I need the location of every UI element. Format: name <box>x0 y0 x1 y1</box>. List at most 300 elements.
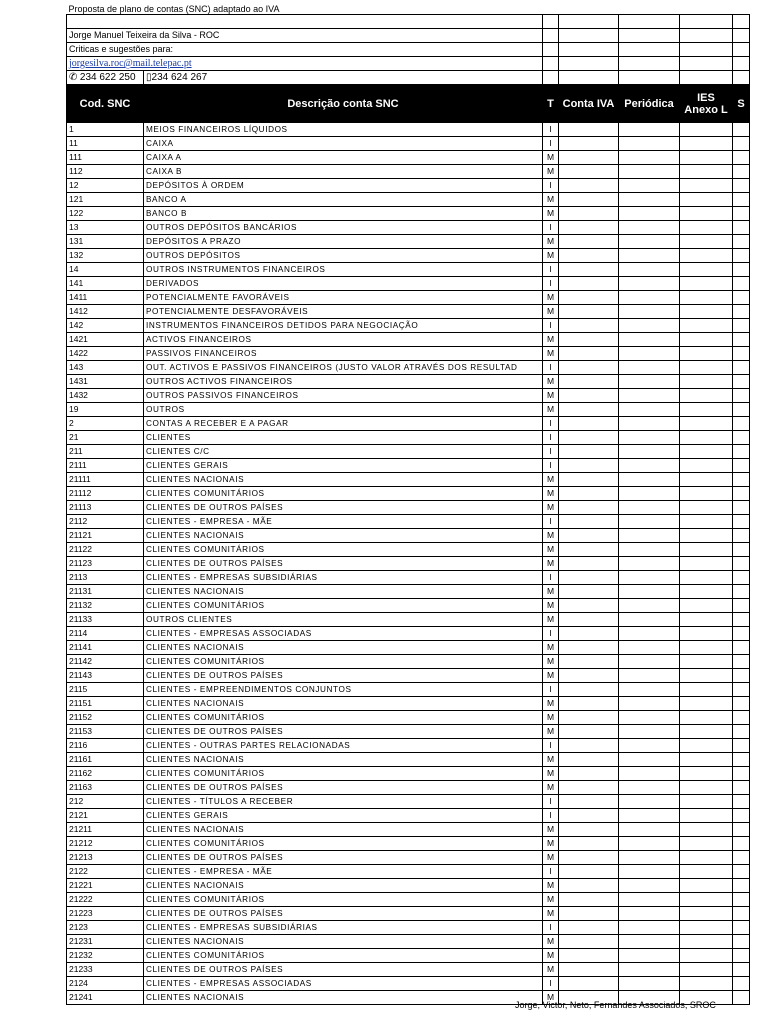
ies-cell[interactable] <box>680 473 733 487</box>
account-code[interactable]: 1432 <box>67 389 144 403</box>
periodica-cell[interactable] <box>619 137 680 151</box>
periodica-cell[interactable] <box>619 529 680 543</box>
periodica-cell[interactable] <box>619 557 680 571</box>
conta-iva-cell[interactable] <box>559 501 619 515</box>
ies-cell[interactable] <box>680 823 733 837</box>
account-type[interactable]: M <box>543 669 559 683</box>
account-description[interactable]: OUTROS INSTRUMENTOS FINANCEIROS <box>144 263 543 277</box>
periodica-cell[interactable] <box>619 333 680 347</box>
account-description[interactable]: CLIENTES COMUNITÁRIOS <box>144 893 543 907</box>
s-cell[interactable] <box>733 837 750 851</box>
account-code[interactable]: 21142 <box>67 655 144 669</box>
ies-cell[interactable] <box>680 319 733 333</box>
account-code[interactable]: 21112 <box>67 487 144 501</box>
s-cell[interactable] <box>733 991 750 1005</box>
account-description[interactable]: CLIENTES NACIONAIS <box>144 823 543 837</box>
account-description[interactable]: MEIOS FINANCEIROS LÍQUIDOS <box>144 123 543 137</box>
account-code[interactable]: 21151 <box>67 697 144 711</box>
periodica-cell[interactable] <box>619 655 680 669</box>
s-cell[interactable] <box>733 655 750 669</box>
s-cell[interactable] <box>733 459 750 473</box>
account-type[interactable]: M <box>543 613 559 627</box>
account-code[interactable]: 21132 <box>67 599 144 613</box>
account-code[interactable]: 21162 <box>67 767 144 781</box>
ies-cell[interactable] <box>680 585 733 599</box>
account-type[interactable]: M <box>543 473 559 487</box>
account-type[interactable]: M <box>543 193 559 207</box>
account-description[interactable]: CLIENTES NACIONAIS <box>144 641 543 655</box>
account-type[interactable]: I <box>543 277 559 291</box>
account-code[interactable]: 2115 <box>67 683 144 697</box>
s-cell[interactable] <box>733 333 750 347</box>
account-type[interactable]: I <box>543 137 559 151</box>
periodica-cell[interactable] <box>619 613 680 627</box>
ies-cell[interactable] <box>680 907 733 921</box>
ies-cell[interactable] <box>680 893 733 907</box>
periodica-cell[interactable] <box>619 697 680 711</box>
periodica-cell[interactable] <box>619 543 680 557</box>
account-code[interactable]: 21152 <box>67 711 144 725</box>
account-code[interactable]: 21122 <box>67 543 144 557</box>
s-cell[interactable] <box>733 235 750 249</box>
s-cell[interactable] <box>733 627 750 641</box>
s-cell[interactable] <box>733 767 750 781</box>
conta-iva-cell[interactable] <box>559 907 619 921</box>
account-description[interactable]: CLIENTES NACIONAIS <box>144 585 543 599</box>
periodica-cell[interactable] <box>619 487 680 501</box>
conta-iva-cell[interactable] <box>559 305 619 319</box>
conta-iva-cell[interactable] <box>559 249 619 263</box>
conta-iva-cell[interactable] <box>559 445 619 459</box>
periodica-cell[interactable] <box>619 921 680 935</box>
account-type[interactable]: I <box>543 123 559 137</box>
conta-iva-cell[interactable] <box>559 683 619 697</box>
ies-cell[interactable] <box>680 137 733 151</box>
s-cell[interactable] <box>733 585 750 599</box>
periodica-cell[interactable] <box>619 753 680 767</box>
account-code[interactable]: 2123 <box>67 921 144 935</box>
conta-iva-cell[interactable] <box>559 977 619 991</box>
periodica-cell[interactable] <box>619 361 680 375</box>
periodica-cell[interactable] <box>619 781 680 795</box>
account-type[interactable]: M <box>543 599 559 613</box>
periodica-cell[interactable] <box>619 375 680 389</box>
account-type[interactable]: M <box>543 249 559 263</box>
s-cell[interactable] <box>733 865 750 879</box>
periodica-cell[interactable] <box>619 935 680 949</box>
account-description[interactable]: CLIENTES DE OUTROS PAÍSES <box>144 725 543 739</box>
ies-cell[interactable] <box>680 333 733 347</box>
ies-cell[interactable] <box>680 879 733 893</box>
account-description[interactable]: CLIENTES C/C <box>144 445 543 459</box>
account-description[interactable]: CLIENTES COMUNITÁRIOS <box>144 837 543 851</box>
account-type[interactable]: I <box>543 445 559 459</box>
ies-cell[interactable] <box>680 977 733 991</box>
periodica-cell[interactable] <box>619 319 680 333</box>
s-cell[interactable] <box>733 935 750 949</box>
periodica-cell[interactable] <box>619 949 680 963</box>
account-type[interactable]: I <box>543 361 559 375</box>
periodica-cell[interactable] <box>619 879 680 893</box>
ies-cell[interactable] <box>680 235 733 249</box>
account-type[interactable]: I <box>543 571 559 585</box>
conta-iva-cell[interactable] <box>559 529 619 543</box>
account-type[interactable]: M <box>543 907 559 921</box>
s-cell[interactable] <box>733 347 750 361</box>
periodica-cell[interactable] <box>619 837 680 851</box>
account-description[interactable]: CONTAS A RECEBER E A PAGAR <box>144 417 543 431</box>
account-code[interactable]: 21231 <box>67 935 144 949</box>
account-code[interactable]: 2112 <box>67 515 144 529</box>
periodica-cell[interactable] <box>619 417 680 431</box>
s-cell[interactable] <box>733 375 750 389</box>
account-description[interactable]: CLIENTES GERAIS <box>144 809 543 823</box>
account-type[interactable]: M <box>543 165 559 179</box>
conta-iva-cell[interactable] <box>559 837 619 851</box>
account-type[interactable]: M <box>543 823 559 837</box>
ies-cell[interactable] <box>680 683 733 697</box>
account-code[interactable]: 21222 <box>67 893 144 907</box>
conta-iva-cell[interactable] <box>559 221 619 235</box>
account-type[interactable]: I <box>543 417 559 431</box>
s-cell[interactable] <box>733 613 750 627</box>
account-description[interactable]: OUTROS PASSIVOS FINANCEIROS <box>144 389 543 403</box>
account-code[interactable]: 21153 <box>67 725 144 739</box>
account-code[interactable]: 111 <box>67 151 144 165</box>
conta-iva-cell[interactable] <box>559 935 619 949</box>
conta-iva-cell[interactable] <box>559 781 619 795</box>
s-cell[interactable] <box>733 921 750 935</box>
periodica-cell[interactable] <box>619 207 680 221</box>
ies-cell[interactable] <box>680 529 733 543</box>
periodica-cell[interactable] <box>619 403 680 417</box>
account-type[interactable]: M <box>543 151 559 165</box>
account-description[interactable]: CAIXA A <box>144 151 543 165</box>
account-description[interactable]: CLIENTES DE OUTROS PAÍSES <box>144 851 543 865</box>
conta-iva-cell[interactable] <box>559 669 619 683</box>
periodica-cell[interactable] <box>619 809 680 823</box>
account-code[interactable]: 21141 <box>67 641 144 655</box>
ies-cell[interactable] <box>680 431 733 445</box>
account-description[interactable]: CLIENTES - EMPRESAS SUBSIDIÁRIAS <box>144 571 543 585</box>
account-description[interactable]: CLIENTES DE OUTROS PAÍSES <box>144 501 543 515</box>
conta-iva-cell[interactable] <box>559 165 619 179</box>
account-description[interactable]: CLIENTES <box>144 431 543 445</box>
s-cell[interactable] <box>733 641 750 655</box>
account-type[interactable]: M <box>543 837 559 851</box>
account-description[interactable]: CLIENTES COMUNITÁRIOS <box>144 655 543 669</box>
account-code[interactable]: 21163 <box>67 781 144 795</box>
account-type[interactable]: M <box>543 851 559 865</box>
account-type[interactable]: M <box>543 991 559 1005</box>
account-code[interactable]: 1421 <box>67 333 144 347</box>
account-code[interactable]: 21232 <box>67 949 144 963</box>
ies-cell[interactable] <box>680 417 733 431</box>
account-type[interactable]: M <box>543 725 559 739</box>
ies-cell[interactable] <box>680 809 733 823</box>
s-cell[interactable] <box>733 165 750 179</box>
s-cell[interactable] <box>733 501 750 515</box>
s-cell[interactable] <box>733 907 750 921</box>
conta-iva-cell[interactable] <box>559 417 619 431</box>
account-description[interactable]: CLIENTES - OUTRAS PARTES RELACIONADAS <box>144 739 543 753</box>
s-cell[interactable] <box>733 711 750 725</box>
ies-cell[interactable] <box>680 739 733 753</box>
account-type[interactable]: I <box>543 515 559 529</box>
conta-iva-cell[interactable] <box>559 893 619 907</box>
account-description[interactable]: POTENCIALMENTE FAVORÁVEIS <box>144 291 543 305</box>
ies-cell[interactable] <box>680 389 733 403</box>
account-type[interactable]: M <box>543 347 559 361</box>
conta-iva-cell[interactable] <box>559 949 619 963</box>
conta-iva-cell[interactable] <box>559 487 619 501</box>
conta-iva-cell[interactable] <box>559 655 619 669</box>
account-code[interactable]: 1 <box>67 123 144 137</box>
account-description[interactable]: CLIENTES - EMPRESA - MÃE <box>144 865 543 879</box>
ies-cell[interactable] <box>680 403 733 417</box>
account-code[interactable]: 21111 <box>67 473 144 487</box>
s-cell[interactable] <box>733 249 750 263</box>
ies-cell[interactable] <box>680 655 733 669</box>
s-cell[interactable] <box>733 305 750 319</box>
account-code[interactable]: 21131 <box>67 585 144 599</box>
account-description[interactable]: CLIENTES - EMPRESAS ASSOCIADAS <box>144 627 543 641</box>
account-type[interactable]: M <box>543 893 559 907</box>
account-description[interactable]: CLIENTES NACIONAIS <box>144 879 543 893</box>
s-cell[interactable] <box>733 697 750 711</box>
account-type[interactable]: M <box>543 529 559 543</box>
periodica-cell[interactable] <box>619 963 680 977</box>
s-cell[interactable] <box>733 963 750 977</box>
account-type[interactable]: M <box>543 235 559 249</box>
periodica-cell[interactable] <box>619 641 680 655</box>
account-code[interactable]: 21211 <box>67 823 144 837</box>
account-code[interactable]: 1431 <box>67 375 144 389</box>
conta-iva-cell[interactable] <box>559 333 619 347</box>
account-code[interactable]: 19 <box>67 403 144 417</box>
account-type[interactable]: M <box>543 949 559 963</box>
conta-iva-cell[interactable] <box>559 921 619 935</box>
ies-cell[interactable] <box>680 543 733 557</box>
conta-iva-cell[interactable] <box>559 585 619 599</box>
s-cell[interactable] <box>733 683 750 697</box>
account-code[interactable]: 21233 <box>67 963 144 977</box>
s-cell[interactable] <box>733 893 750 907</box>
account-description[interactable]: CLIENTES COMUNITÁRIOS <box>144 711 543 725</box>
account-description[interactable]: CLIENTES - EMPREENDIMENTOS CONJUNTOS <box>144 683 543 697</box>
account-code[interactable]: 142 <box>67 319 144 333</box>
account-description[interactable]: CLIENTES DE OUTROS PAÍSES <box>144 907 543 921</box>
conta-iva-cell[interactable] <box>559 151 619 165</box>
periodica-cell[interactable] <box>619 263 680 277</box>
s-cell[interactable] <box>733 669 750 683</box>
account-type[interactable]: M <box>543 711 559 725</box>
conta-iva-cell[interactable] <box>559 277 619 291</box>
account-description[interactable]: CLIENTES DE OUTROS PAÍSES <box>144 781 543 795</box>
s-cell[interactable] <box>733 445 750 459</box>
account-type[interactable]: I <box>543 179 559 193</box>
s-cell[interactable] <box>733 571 750 585</box>
ies-cell[interactable] <box>680 193 733 207</box>
account-code[interactable]: 132 <box>67 249 144 263</box>
account-type[interactable]: I <box>543 627 559 641</box>
periodica-cell[interactable] <box>619 291 680 305</box>
account-description[interactable]: POTENCIALMENTE DESFAVORÁVEIS <box>144 305 543 319</box>
account-code[interactable]: 12 <box>67 179 144 193</box>
s-cell[interactable] <box>733 207 750 221</box>
ies-cell[interactable] <box>680 375 733 389</box>
account-description[interactable]: CLIENTES DE OUTROS PAÍSES <box>144 669 543 683</box>
ies-cell[interactable] <box>680 179 733 193</box>
account-description[interactable]: OUTROS ACTIVOS FINANCEIROS <box>144 375 543 389</box>
account-type[interactable]: I <box>543 809 559 823</box>
conta-iva-cell[interactable] <box>559 319 619 333</box>
s-cell[interactable] <box>733 487 750 501</box>
account-type[interactable]: M <box>543 557 559 571</box>
account-type[interactable]: I <box>543 459 559 473</box>
account-type[interactable]: M <box>543 641 559 655</box>
account-code[interactable]: 1411 <box>67 291 144 305</box>
periodica-cell[interactable] <box>619 725 680 739</box>
account-description[interactable]: DEPÓSITOS À ORDEM <box>144 179 543 193</box>
account-description[interactable]: CLIENTES COMUNITÁRIOS <box>144 543 543 557</box>
ies-cell[interactable] <box>680 795 733 809</box>
account-description[interactable]: PASSIVOS FINANCEIROS <box>144 347 543 361</box>
conta-iva-cell[interactable] <box>559 851 619 865</box>
account-code[interactable]: 21133 <box>67 613 144 627</box>
account-type[interactable]: M <box>543 403 559 417</box>
account-code[interactable]: 21123 <box>67 557 144 571</box>
ies-cell[interactable] <box>680 263 733 277</box>
ies-cell[interactable] <box>680 207 733 221</box>
account-code[interactable]: 1422 <box>67 347 144 361</box>
s-cell[interactable] <box>733 417 750 431</box>
account-type[interactable]: M <box>543 879 559 893</box>
account-code[interactable]: 21 <box>67 431 144 445</box>
account-code[interactable]: 21221 <box>67 879 144 893</box>
account-type[interactable]: M <box>543 781 559 795</box>
account-type[interactable]: M <box>543 963 559 977</box>
account-code[interactable]: 2121 <box>67 809 144 823</box>
s-cell[interactable] <box>733 557 750 571</box>
conta-iva-cell[interactable] <box>559 123 619 137</box>
conta-iva-cell[interactable] <box>559 809 619 823</box>
account-code[interactable]: 112 <box>67 165 144 179</box>
s-cell[interactable] <box>733 263 750 277</box>
account-type[interactable]: M <box>543 697 559 711</box>
s-cell[interactable] <box>733 473 750 487</box>
account-type[interactable]: I <box>543 865 559 879</box>
conta-iva-cell[interactable] <box>559 641 619 655</box>
account-description[interactable]: CLIENTES COMUNITÁRIOS <box>144 487 543 501</box>
periodica-cell[interactable] <box>619 599 680 613</box>
account-code[interactable]: 121 <box>67 193 144 207</box>
account-description[interactable]: BANCO B <box>144 207 543 221</box>
conta-iva-cell[interactable] <box>559 767 619 781</box>
s-cell[interactable] <box>733 151 750 165</box>
s-cell[interactable] <box>733 739 750 753</box>
account-description[interactable]: CLIENTES - EMPRESA - MÃE <box>144 515 543 529</box>
ies-cell[interactable] <box>680 361 733 375</box>
ies-cell[interactable] <box>680 949 733 963</box>
account-type[interactable]: M <box>543 207 559 221</box>
account-description[interactable]: INSTRUMENTOS FINANCEIROS DETIDOS PARA NEGOCIAÇÃO <box>144 319 543 333</box>
conta-iva-cell[interactable] <box>559 543 619 557</box>
account-type[interactable]: M <box>543 501 559 515</box>
account-type[interactable]: M <box>543 767 559 781</box>
s-cell[interactable] <box>733 725 750 739</box>
s-cell[interactable] <box>733 879 750 893</box>
account-type[interactable]: M <box>543 543 559 557</box>
ies-cell[interactable] <box>680 865 733 879</box>
conta-iva-cell[interactable] <box>559 697 619 711</box>
s-cell[interactable] <box>733 389 750 403</box>
ies-cell[interactable] <box>680 935 733 949</box>
periodica-cell[interactable] <box>619 123 680 137</box>
periodica-cell[interactable] <box>619 585 680 599</box>
periodica-cell[interactable] <box>619 389 680 403</box>
periodica-cell[interactable] <box>619 627 680 641</box>
conta-iva-cell[interactable] <box>559 739 619 753</box>
conta-iva-cell[interactable] <box>559 361 619 375</box>
account-type[interactable]: I <box>543 263 559 277</box>
periodica-cell[interactable] <box>619 711 680 725</box>
ies-cell[interactable] <box>680 697 733 711</box>
s-cell[interactable] <box>733 515 750 529</box>
account-code[interactable]: 21143 <box>67 669 144 683</box>
account-description[interactable]: CLIENTES NACIONAIS <box>144 697 543 711</box>
account-type[interactable]: M <box>543 291 559 305</box>
ies-cell[interactable] <box>680 291 733 305</box>
account-type[interactable]: I <box>543 431 559 445</box>
account-type[interactable]: M <box>543 655 559 669</box>
account-description[interactable]: OUT. ACTIVOS E PASSIVOS FINANCEIROS (JUSTO VALOR ATRAVÉS DOS RESULTAD <box>144 361 543 375</box>
account-code[interactable]: 1412 <box>67 305 144 319</box>
periodica-cell[interactable] <box>619 473 680 487</box>
conta-iva-cell[interactable] <box>559 515 619 529</box>
ies-cell[interactable] <box>680 123 733 137</box>
conta-iva-cell[interactable] <box>559 347 619 361</box>
account-description[interactable]: OUTROS <box>144 403 543 417</box>
periodica-cell[interactable] <box>619 221 680 235</box>
conta-iva-cell[interactable] <box>559 473 619 487</box>
account-description[interactable]: CLIENTES NACIONAIS <box>144 935 543 949</box>
ies-cell[interactable] <box>680 921 733 935</box>
ies-cell[interactable] <box>680 613 733 627</box>
account-description[interactable]: BANCO A <box>144 193 543 207</box>
ies-cell[interactable] <box>680 599 733 613</box>
account-code[interactable]: 2 <box>67 417 144 431</box>
account-type[interactable]: M <box>543 585 559 599</box>
account-code[interactable]: 122 <box>67 207 144 221</box>
account-description[interactable]: CLIENTES NACIONAIS <box>144 753 543 767</box>
ies-cell[interactable] <box>680 641 733 655</box>
account-type[interactable]: I <box>543 977 559 991</box>
ies-cell[interactable] <box>680 627 733 641</box>
conta-iva-cell[interactable] <box>559 627 619 641</box>
account-description[interactable]: CLIENTES COMUNITÁRIOS <box>144 599 543 613</box>
ies-cell[interactable] <box>680 711 733 725</box>
s-cell[interactable] <box>733 795 750 809</box>
account-type[interactable]: I <box>543 683 559 697</box>
s-cell[interactable] <box>733 809 750 823</box>
account-type[interactable]: I <box>543 921 559 935</box>
account-description[interactable]: OUTROS DEPÓSITOS <box>144 249 543 263</box>
account-code[interactable]: 212 <box>67 795 144 809</box>
periodica-cell[interactable] <box>619 459 680 473</box>
periodica-cell[interactable] <box>619 165 680 179</box>
account-code[interactable]: 11 <box>67 137 144 151</box>
